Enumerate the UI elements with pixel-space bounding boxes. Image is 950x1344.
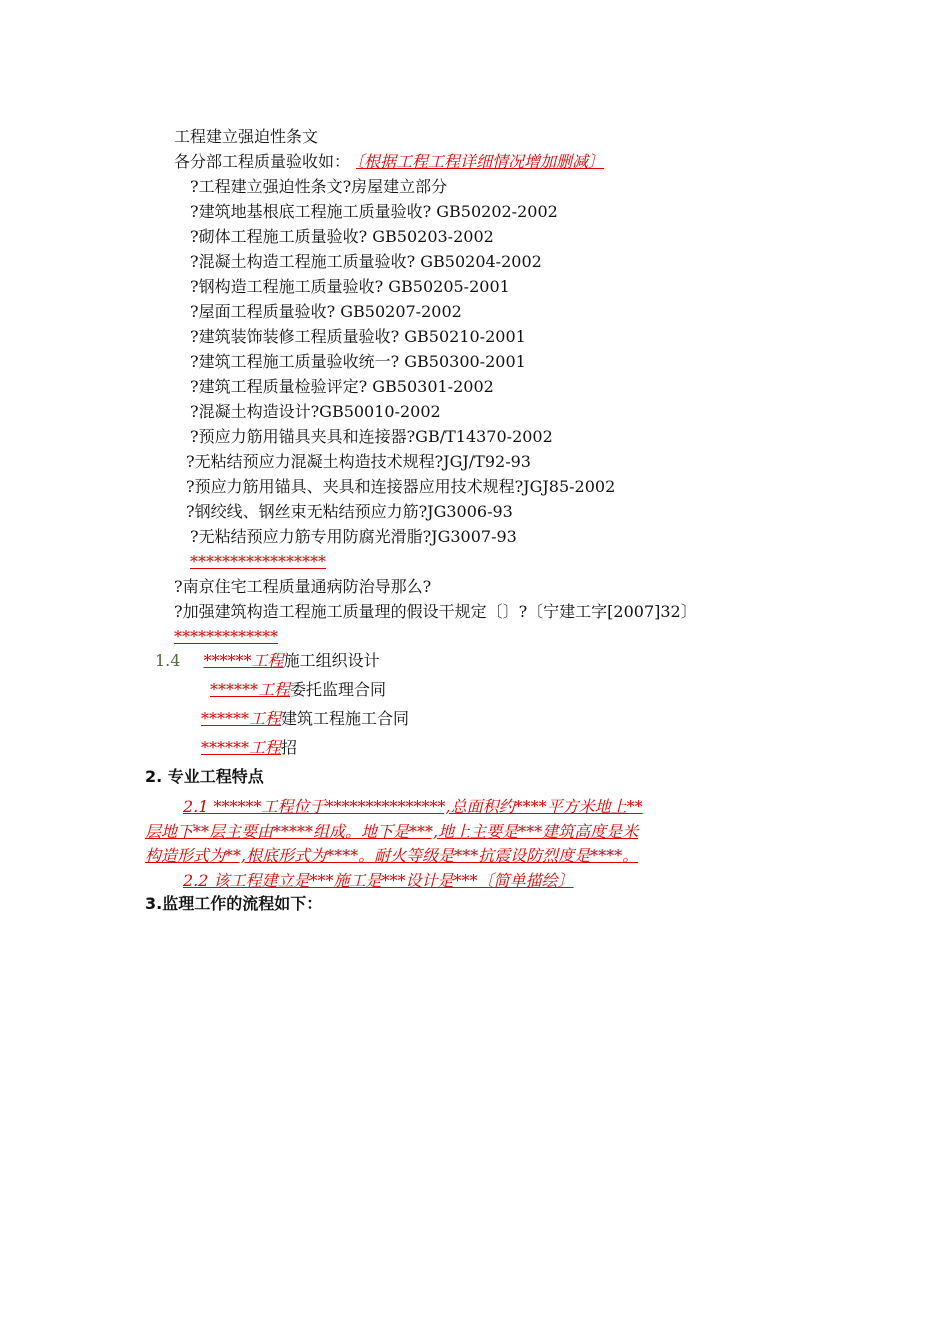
section-1-4-row: [210, 679, 386, 701]
stars-separator-2: *************: [174, 627, 278, 646]
doc-title: 委托监理合同: [290, 680, 387, 699]
local-rule-item: ?加强建筑构造工程施工质量理的假设干规定〔〕?〔宁建工字[2007]32〕: [174, 602, 697, 621]
standard-item: ?钢绞线、钢丝束无粘结预应力筋?JG3006-93: [186, 502, 513, 521]
standard-item: ?屋面工程质量验收? GB50207-2002: [190, 302, 462, 321]
project-placeholder: ******工程: [203, 651, 284, 670]
paragraph-2-1: [145, 795, 815, 893]
paragraph-line: [145, 844, 815, 869]
standard-item: ?建筑工程质量检验评定? GB50301-2002: [190, 377, 494, 396]
project-placeholder: ******工程: [201, 709, 282, 728]
standard-item: ?工程建立强迫性条文?房屋建立部分: [190, 177, 448, 196]
standard-item: ?砌体工程施工质量验收? GB50203-2002: [190, 227, 494, 246]
paragraph-line: [145, 795, 815, 820]
standard-item: ?建筑地基根底工程施工质量验收? GB50202-2002: [190, 202, 558, 221]
paragraph-text: 层地下**层主要由*****组成。地下是***,地上主要是***建筑高度是米: [145, 821, 639, 841]
standard-item: ?预应力筋用锚具夹具和连接器?GB/T14370-2002: [190, 427, 553, 446]
intro-line-1: 工程建立强迫性条文: [174, 127, 319, 146]
standard-item: ?钢构造工程施工质量验收? GB50205-2001: [190, 277, 510, 296]
standard-item: ?无粘结预应力混凝土构造技术规程?JGJ/T92-93: [186, 452, 531, 471]
doc-title: 招: [281, 738, 298, 757]
paragraph-text: 2.2 该工程建立是***施工是***设计是***〔简单描绘〕: [183, 870, 574, 890]
section-3-heading: 3.监理工作的流程如下：: [145, 894, 323, 913]
section-number: 1.4: [155, 651, 181, 670]
doc-title: 施工组织设计: [283, 651, 380, 670]
standard-item: ?无粘结预应力筋专用防腐光滑脂?JG3007-93: [190, 527, 517, 546]
section-1-4-row: [201, 737, 297, 759]
standard-item: ?混凝土构造工程施工质量验收? GB50204-2002: [190, 252, 542, 271]
standard-item: ?建筑工程施工质量验收统一? GB50300-2001: [190, 352, 526, 371]
intro-line-2-text: 各分部工程质量验收如：: [174, 152, 351, 171]
section-1-4-row: [155, 650, 380, 672]
intro-line-2: [174, 151, 604, 173]
paragraph-line: [145, 820, 815, 845]
local-rule-item: ?南京住宅工程质量通病防治导那么?: [174, 577, 432, 596]
stars-separator-1: *****************: [190, 552, 326, 571]
paragraph-text: 2.1 ******工程位于***************,总面积约****平方米地上**: [183, 797, 643, 816]
section-1-4-row: [201, 708, 409, 730]
project-placeholder: ******工程: [201, 738, 282, 757]
standard-item: ?预应力筋用锚具、夹具和连接器应用技术规程?JGJ85-2002: [186, 477, 616, 496]
standard-item: ?建筑装饰装修工程质量验收? GB50210-2001: [190, 327, 526, 346]
project-placeholder: ******工程: [210, 680, 291, 699]
doc-title: 建筑工程施工合同: [281, 709, 410, 728]
paragraph-2-2: [145, 869, 815, 894]
section-2-heading: 2. 专业工程特点: [145, 767, 264, 786]
standard-item: ?混凝土构造设计?GB50010-2002: [190, 402, 441, 421]
intro-note: 〔根据工程工程详细情况增加删减〕: [356, 152, 605, 171]
paragraph-text: 构造形式为**,根底形式为****。耐火等级是***抗震设防烈度是****。: [145, 846, 639, 865]
